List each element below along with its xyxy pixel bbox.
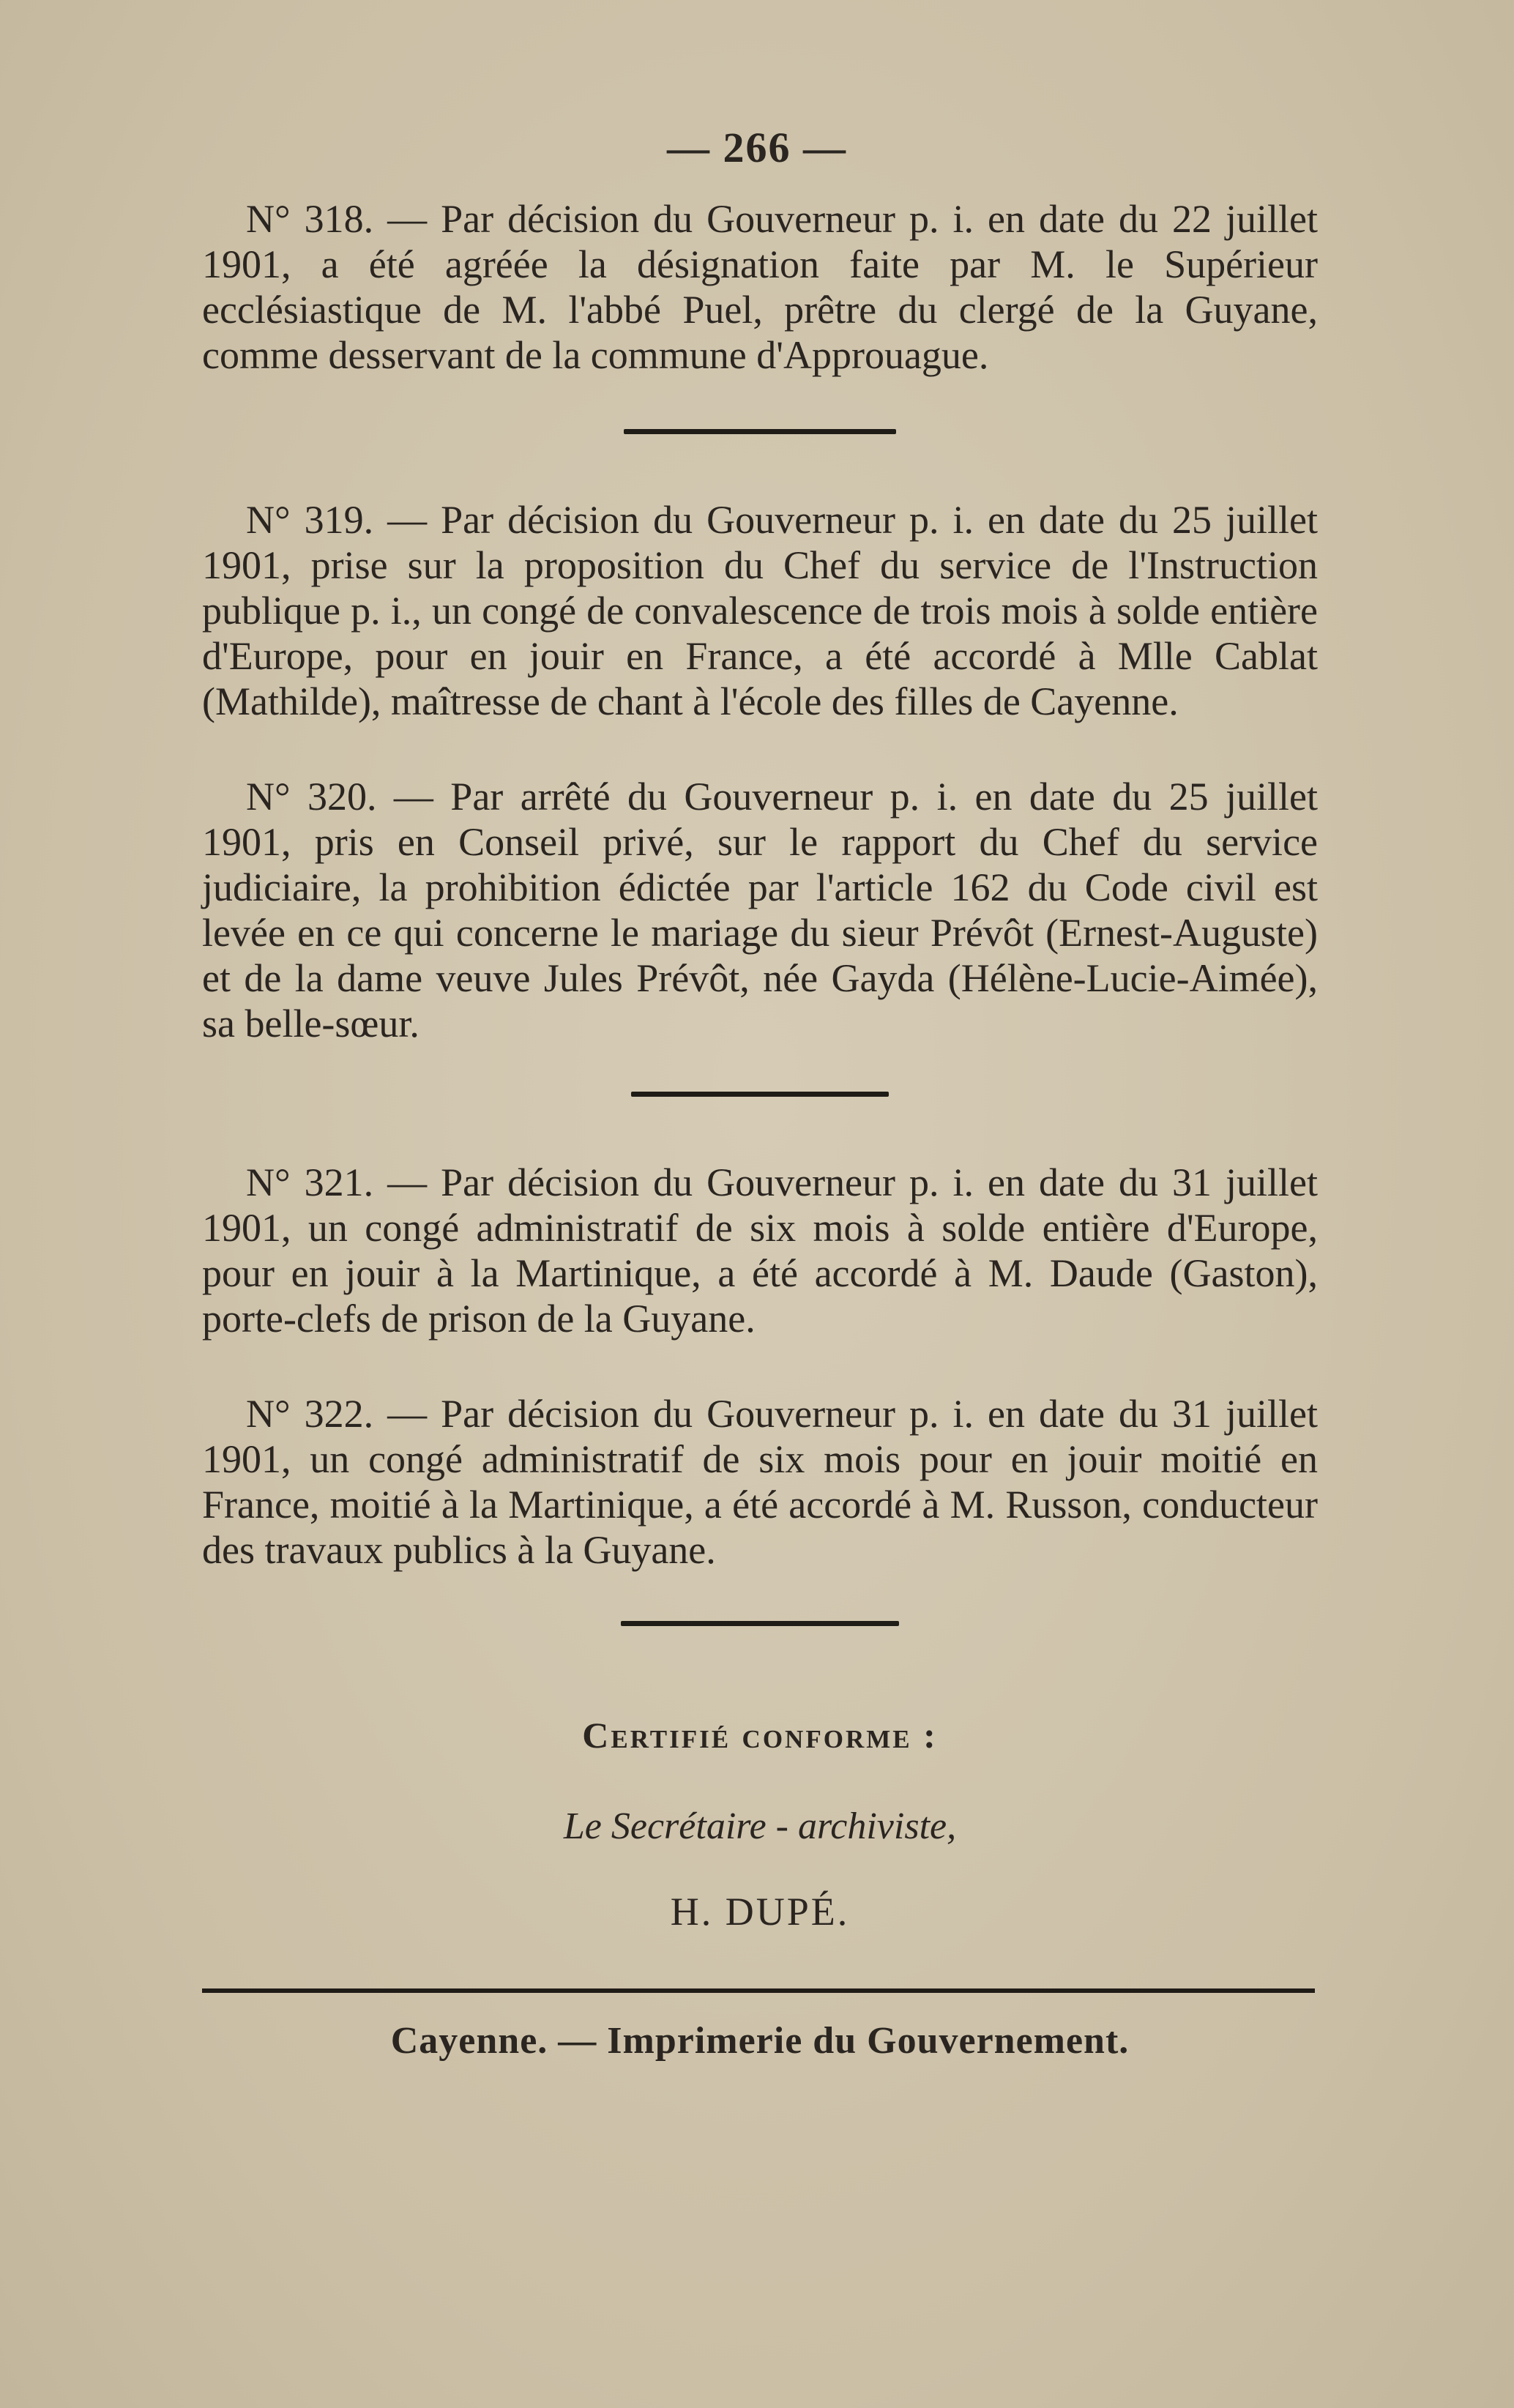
certification-label: Certifié conforme : — [582, 1715, 938, 1756]
signatory-title: Le Secrétaire - archiviste, — [563, 1805, 957, 1847]
entry-320: N° 320. — Par arrêté du Gouverneur p. i. en date du 25 juillet 1901, pris en Conseil privé, sur le rapport du Chef du service judiciaire, la prohibition édictée par l'article 162 du Code civil est levée en ce qui concerne le mariage du sieur Prévôt (Ernest-Auguste) et de la dame veuve Jules Prévôt, née Gayda (Hélène-Lucie-Aimée), sa belle-sœur. — [202, 775, 1318, 1045]
entry-318: N° 318. — Par décision du Gouverneur p. i. en date du 22 juillet 1901, a été agréée la désignation faite par M. le Supérieur ecclésiastique de M. l'abbé Puel, prêtre du clergé de la Guyane, comme desservant de la commune d'Approuague. — [202, 197, 1318, 377]
printer-imprint: Cayenne. — Imprimerie du Gouvernement. — [390, 2020, 1130, 2062]
page-number: — 266 — — [667, 124, 847, 171]
paragraph-gap — [202, 724, 1318, 774]
footer-rule — [202, 1988, 1315, 1993]
entry-321: N° 321. — Par décision du Gouverneur p. i. en date du 31 juillet 1901, un congé administratif de six mois à solde entière d'Europe, pour en jouir à la Martinique, a été accordé à M. Daude (Gaston), porte-clefs de prison de la Guyane. — [202, 1160, 1318, 1341]
entry-322: N° 322. — Par décision du Gouverneur p. i. en date du 31 juillet 1901, un congé administratif de six mois pour en jouir moitié en France, moitié à la Martinique, a été accordé à M. Russon, conducteur des travaux publics à la Guyane. — [202, 1392, 1318, 1572]
paragraph-gap — [202, 1341, 1318, 1391]
divider-rule — [624, 429, 896, 434]
divider-rule — [621, 1621, 899, 1626]
divider-rule — [631, 1092, 889, 1097]
signatory-name: H. DUPÉ. — [670, 1890, 850, 1934]
entry-319: N° 319. — Par décision du Gouverneur p. i. en date du 25 juillet 1901, prise sur la proposition du Chef du service de l'Instruction publique p. i., un congé de convalescence de trois mois à solde entière d'Europe, pour en jouir en France, a été accordé à Mlle Cablat (Mathilde), maîtresse de chant à l'école des filles de Cayenne. — [202, 498, 1318, 723]
document-body — [202, 196, 1318, 2062]
